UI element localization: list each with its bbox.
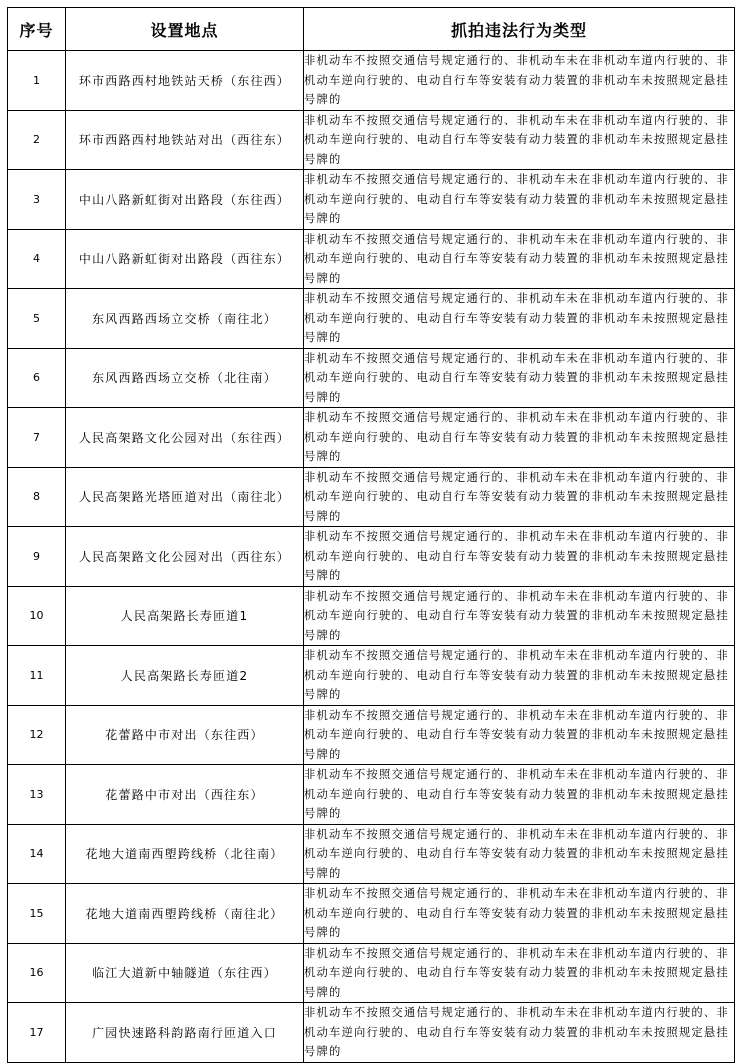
row-violation-type: 非机动车不按照交通信号规定通行的、非机动车未在非机动车道内行驶的、非机动车逆向行驶的、电动自行车等安装有动力装置的非机动车未按照规定悬挂号牌的 <box>304 170 735 230</box>
table-row <box>8 51 735 111</box>
row-violation-type: 非机动车不按照交通信号规定通行的、非机动车未在非机动车道内行驶的、非机动车逆向行驶的、电动自行车等安装有动力装置的非机动车未按照规定悬挂号牌的 <box>304 110 735 170</box>
row-location: 人民高架路长寿匝道1 <box>66 586 304 646</box>
row-serial-number: 10 <box>8 586 66 646</box>
table-row <box>8 705 735 765</box>
table-row <box>8 824 735 884</box>
row-serial-number: 3 <box>8 170 66 230</box>
row-violation-type: 非机动车不按照交通信号规定通行的、非机动车未在非机动车道内行驶的、非机动车逆向行驶的、电动自行车等安装有动力装置的非机动车未按照规定悬挂号牌的 <box>304 51 735 111</box>
row-location: 广园快速路科韵路南行匝道入口 <box>66 1003 304 1063</box>
header-violation-type: 抓拍违法行为类型 <box>304 8 735 51</box>
table-body <box>8 51 735 1063</box>
row-location: 东风西路西场立交桥（北往南） <box>66 348 304 408</box>
table-row <box>8 229 735 289</box>
row-violation-type: 非机动车不按照交通信号规定通行的、非机动车未在非机动车道内行驶的、非机动车逆向行驶的、电动自行车等安装有动力装置的非机动车未按照规定悬挂号牌的 <box>304 824 735 884</box>
row-location: 东风西路西场立交桥（南往北） <box>66 289 304 349</box>
row-serial-number: 12 <box>8 705 66 765</box>
row-serial-number: 5 <box>8 289 66 349</box>
row-serial-number: 7 <box>8 408 66 468</box>
row-violation-type: 非机动车不按照交通信号规定通行的、非机动车未在非机动车道内行驶的、非机动车逆向行驶的、电动自行车等安装有动力装置的非机动车未按照规定悬挂号牌的 <box>304 705 735 765</box>
table-row <box>8 467 735 527</box>
row-location: 人民高架路文化公园对出（东往西） <box>66 408 304 468</box>
row-violation-type: 非机动车不按照交通信号规定通行的、非机动车未在非机动车道内行驶的、非机动车逆向行驶的、电动自行车等安装有动力装置的非机动车未按照规定悬挂号牌的 <box>304 884 735 944</box>
table-row <box>8 943 735 1003</box>
table-row <box>8 408 735 468</box>
row-location: 人民高架路文化公园对出（西往东） <box>66 527 304 587</box>
row-violation-type: 非机动车不按照交通信号规定通行的、非机动车未在非机动车道内行驶的、非机动车逆向行驶的、电动自行车等安装有动力装置的非机动车未按照规定悬挂号牌的 <box>304 765 735 825</box>
row-violation-type: 非机动车不按照交通信号规定通行的、非机动车未在非机动车道内行驶的、非机动车逆向行驶的、电动自行车等安装有动力装置的非机动车未按照规定悬挂号牌的 <box>304 586 735 646</box>
table-row <box>8 348 735 408</box>
row-location: 花地大道南西塱跨线桥（北往南） <box>66 824 304 884</box>
table-row <box>8 527 735 587</box>
row-serial-number: 2 <box>8 110 66 170</box>
row-violation-type: 非机动车不按照交通信号规定通行的、非机动车未在非机动车道内行驶的、非机动车逆向行驶的、电动自行车等安装有动力装置的非机动车未按照规定悬挂号牌的 <box>304 646 735 706</box>
row-location: 花地大道南西塱跨线桥（南往北） <box>66 884 304 944</box>
header-serial-number: 序号 <box>8 8 66 51</box>
row-violation-type: 非机动车不按照交通信号规定通行的、非机动车未在非机动车道内行驶的、非机动车逆向行驶的、电动自行车等安装有动力装置的非机动车未按照规定悬挂号牌的 <box>304 527 735 587</box>
row-serial-number: 16 <box>8 943 66 1003</box>
row-serial-number: 15 <box>8 884 66 944</box>
row-serial-number: 11 <box>8 646 66 706</box>
row-location: 环市西路西村地铁站对出（西往东） <box>66 110 304 170</box>
row-location: 中山八路新虹街对出路段（东往西） <box>66 170 304 230</box>
table-row <box>8 110 735 170</box>
row-location: 人民高架路光塔匝道对出（南往北） <box>66 467 304 527</box>
row-violation-type: 非机动车不按照交通信号规定通行的、非机动车未在非机动车道内行驶的、非机动车逆向行驶的、电动自行车等安装有动力装置的非机动车未按照规定悬挂号牌的 <box>304 289 735 349</box>
row-serial-number: 17 <box>8 1003 66 1063</box>
row-location: 花蕾路中市对出（东往西） <box>66 705 304 765</box>
table-row <box>8 1003 735 1063</box>
table-row <box>8 586 735 646</box>
row-location: 环市西路西村地铁站天桥（东往西） <box>66 51 304 111</box>
row-violation-type: 非机动车不按照交通信号规定通行的、非机动车未在非机动车道内行驶的、非机动车逆向行驶的、电动自行车等安装有动力装置的非机动车未按照规定悬挂号牌的 <box>304 348 735 408</box>
table-row <box>8 646 735 706</box>
row-violation-type: 非机动车不按照交通信号规定通行的、非机动车未在非机动车道内行驶的、非机动车逆向行驶的、电动自行车等安装有动力装置的非机动车未按照规定悬挂号牌的 <box>304 467 735 527</box>
row-serial-number: 8 <box>8 467 66 527</box>
row-violation-type: 非机动车不按照交通信号规定通行的、非机动车未在非机动车道内行驶的、非机动车逆向行驶的、电动自行车等安装有动力装置的非机动车未按照规定悬挂号牌的 <box>304 943 735 1003</box>
table-row <box>8 765 735 825</box>
table-row <box>8 170 735 230</box>
row-serial-number: 9 <box>8 527 66 587</box>
row-location: 人民高架路长寿匝道2 <box>66 646 304 706</box>
header-location: 设置地点 <box>66 8 304 51</box>
row-serial-number: 13 <box>8 765 66 825</box>
row-location: 花蕾路中市对出（西往东） <box>66 765 304 825</box>
row-serial-number: 4 <box>8 229 66 289</box>
row-violation-type: 非机动车不按照交通信号规定通行的、非机动车未在非机动车道内行驶的、非机动车逆向行驶的、电动自行车等安装有动力装置的非机动车未按照规定悬挂号牌的 <box>304 408 735 468</box>
row-serial-number: 14 <box>8 824 66 884</box>
row-location: 临江大道新中轴隧道（东往西） <box>66 943 304 1003</box>
row-serial-number: 1 <box>8 51 66 111</box>
row-location: 中山八路新虹街对出路段（西往东） <box>66 229 304 289</box>
table-row <box>8 884 735 944</box>
table-row <box>8 289 735 349</box>
row-violation-type: 非机动车不按照交通信号规定通行的、非机动车未在非机动车道内行驶的、非机动车逆向行驶的、电动自行车等安装有动力装置的非机动车未按照规定悬挂号牌的 <box>304 1003 735 1063</box>
enforcement-locations-table <box>7 7 735 1063</box>
table-header-row <box>8 8 735 51</box>
row-serial-number: 6 <box>8 348 66 408</box>
row-violation-type: 非机动车不按照交通信号规定通行的、非机动车未在非机动车道内行驶的、非机动车逆向行驶的、电动自行车等安装有动力装置的非机动车未按照规定悬挂号牌的 <box>304 229 735 289</box>
